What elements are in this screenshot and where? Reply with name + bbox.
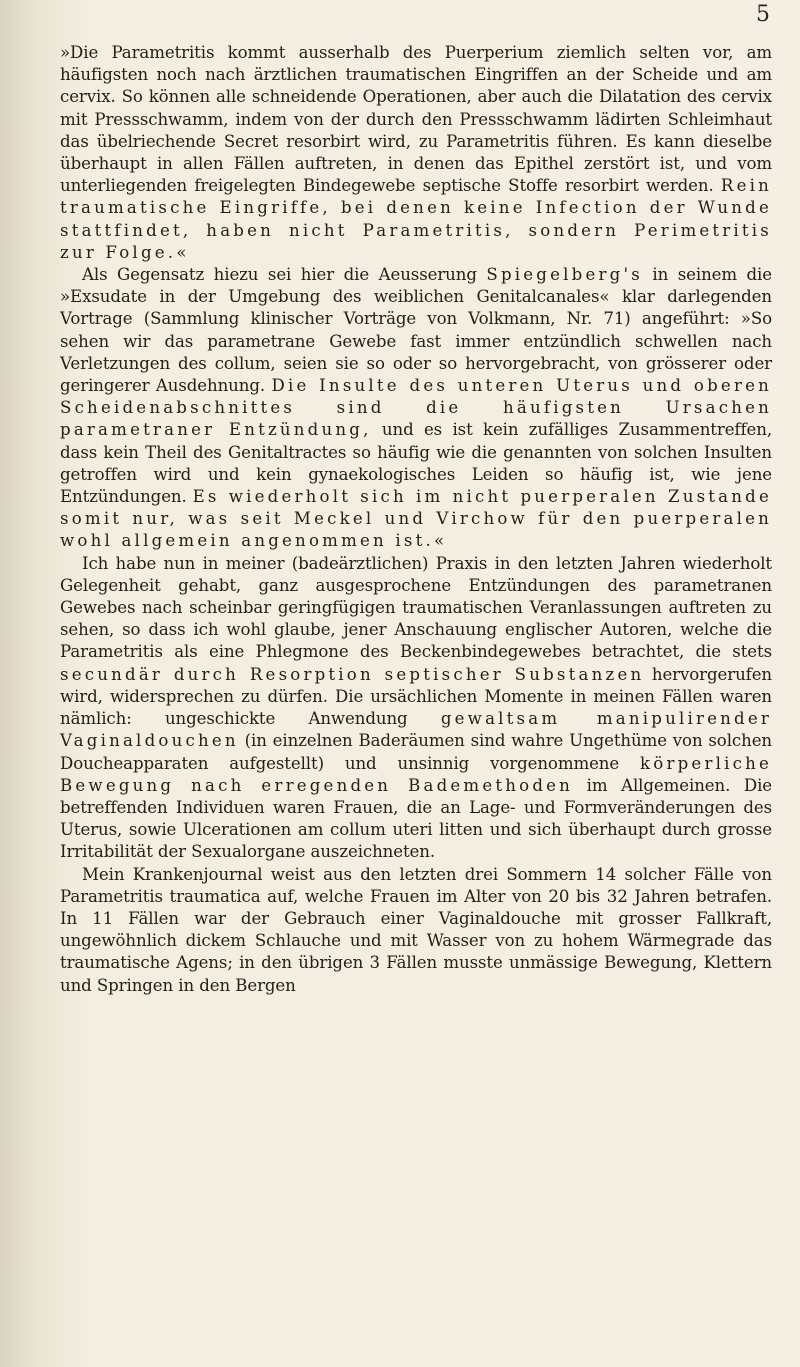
text-run: in seinem die »Exsudate in der Umgebung des weiblichen Genitalcanales« klar darlegenden Vortrage (Sammlung klinischer Vorträge von Volkmann, Nr. 71) angeführt: »So sehen wir das parametrane Gewebe fast immer entzündlich schwellen nach Verletzungen des collum, seien sie so oder so hervorgebracht, von grösserer oder geringerer Ausdehnung. bbox=[60, 265, 772, 396]
spaced-emphasis: körperliche Bewegung nach erregenden Bademethoden bbox=[60, 753, 772, 795]
body-text bbox=[60, 42, 772, 997]
spaced-emphasis: secundär durch Resorption septischer Substanzen bbox=[60, 664, 645, 684]
page-number: 5 bbox=[756, 2, 770, 27]
text-run: im Allgemeinen. Die betreffenden Individuen waren Frauen, die an Lage- und Formveränderungen des Uterus, sowie Ulcerationen am collum uteri litten und sich überhaupt durch grosse Irritabilität der Sexualorgane auszeichneten. bbox=[60, 775, 772, 862]
text-run: Ich habe nun in meiner (badeärztlichen) Praxis in den letzten Jahren wiederholt Gelegenheit gehabt, ganz ausgesprochene Entzündungen des parametranen Gewebes nach scheinbar geringfügigen traumatischen Veranlassungen auftreten zu sehen, so dass ich wohl glaube, jener Anschauung englischer Autoren, welche die Parametritis als eine Phlegmone des Beckenbindegewebes betrachtet, die stets bbox=[60, 553, 772, 662]
text-run: und es ist kein zufälliges Zusammentreffen, dass kein Theil des Genitaltractes so häufig wie die genannten von solchen Insulten getroffen wird und kein gynaekologisches Leiden so häufig ist, wie jene Entzündungen. bbox=[60, 420, 772, 507]
spaced-emphasis: Spiegelberg's bbox=[486, 265, 643, 285]
paragraph-p2 bbox=[60, 264, 772, 553]
text-run: »Die Parametritis kommt ausserhalb des Puerperium ziemlich selten vor, am häufigsten noch nach ärztlichen traumatischen Eingriffen an der Scheide und am cervix. So können alle schneidende Operationen, aber auch die Dilatation des cervix mit Pressschwamm, indem von der durch den Pressschwamm lädirten Schleimhaut das übelriechende Secret resorbirt wird, zu Parametritis führen. Es kann dieselbe überhaupt in allen Fällen auftreten, in denen das Epithel zerstört ist, und vom unterliegenden freigelegten Bindegewebe septische Stoffe resorbirt werden. bbox=[60, 43, 772, 196]
text-run: (in einzelnen Baderäumen sind wahre Ungethüme von solchen Doucheapparaten aufgestellt) und unsinnig vorgenommene bbox=[60, 731, 772, 773]
paragraph-p3 bbox=[60, 553, 772, 864]
spaced-emphasis: Rein traumatische Eingriffe, bei denen keine Infection der Wunde stattfindet, haben nicht Parametritis, sondern Perimetritis zur Folge.« bbox=[60, 176, 772, 262]
spaced-emphasis: Es wiederholt sich im nicht puerperalen Zustande somit nur, was seit Meckel und Virchow für den puerperalen wohl allgemein angenommen ist.« bbox=[60, 487, 772, 551]
text-run: Mein Krankenjournal weist aus den letzten drei Sommern 14 solcher Fälle von Parametritis traumatica auf, welche Frauen im Alter von 20 bis 32 Jahren betrafen. In 11 Fällen war der Gebrauch einer Vaginaldouche mit grosser Fallkraft, ungewöhnlich dickem Schlauche und mit Wasser von zu hohem Wärmegrade das traumatische Agens; in den übrigen 3 Fällen musste unmässige Bewegung, Klettern und Springen in den Bergen bbox=[60, 864, 772, 995]
spaced-emphasis: Die Insulte des unteren Uterus und oberen Scheidenabschnittes sind die häufigsten Ursachen parametraner Entzündung, bbox=[60, 376, 772, 440]
paragraph-p1 bbox=[60, 42, 772, 264]
text-run: hervorgerufen wird, widersprechen zu dürfen. Die ursächlichen Momente in meinen Fällen waren nämlich: ungeschickte Anwendung bbox=[60, 664, 773, 729]
paragraph-p4 bbox=[60, 864, 772, 997]
spaced-emphasis: gewaltsam manipulirender Vaginaldouchen bbox=[60, 709, 772, 751]
text-run: Als Gegensatz hiezu sei hier die Aeusserung bbox=[82, 265, 487, 285]
